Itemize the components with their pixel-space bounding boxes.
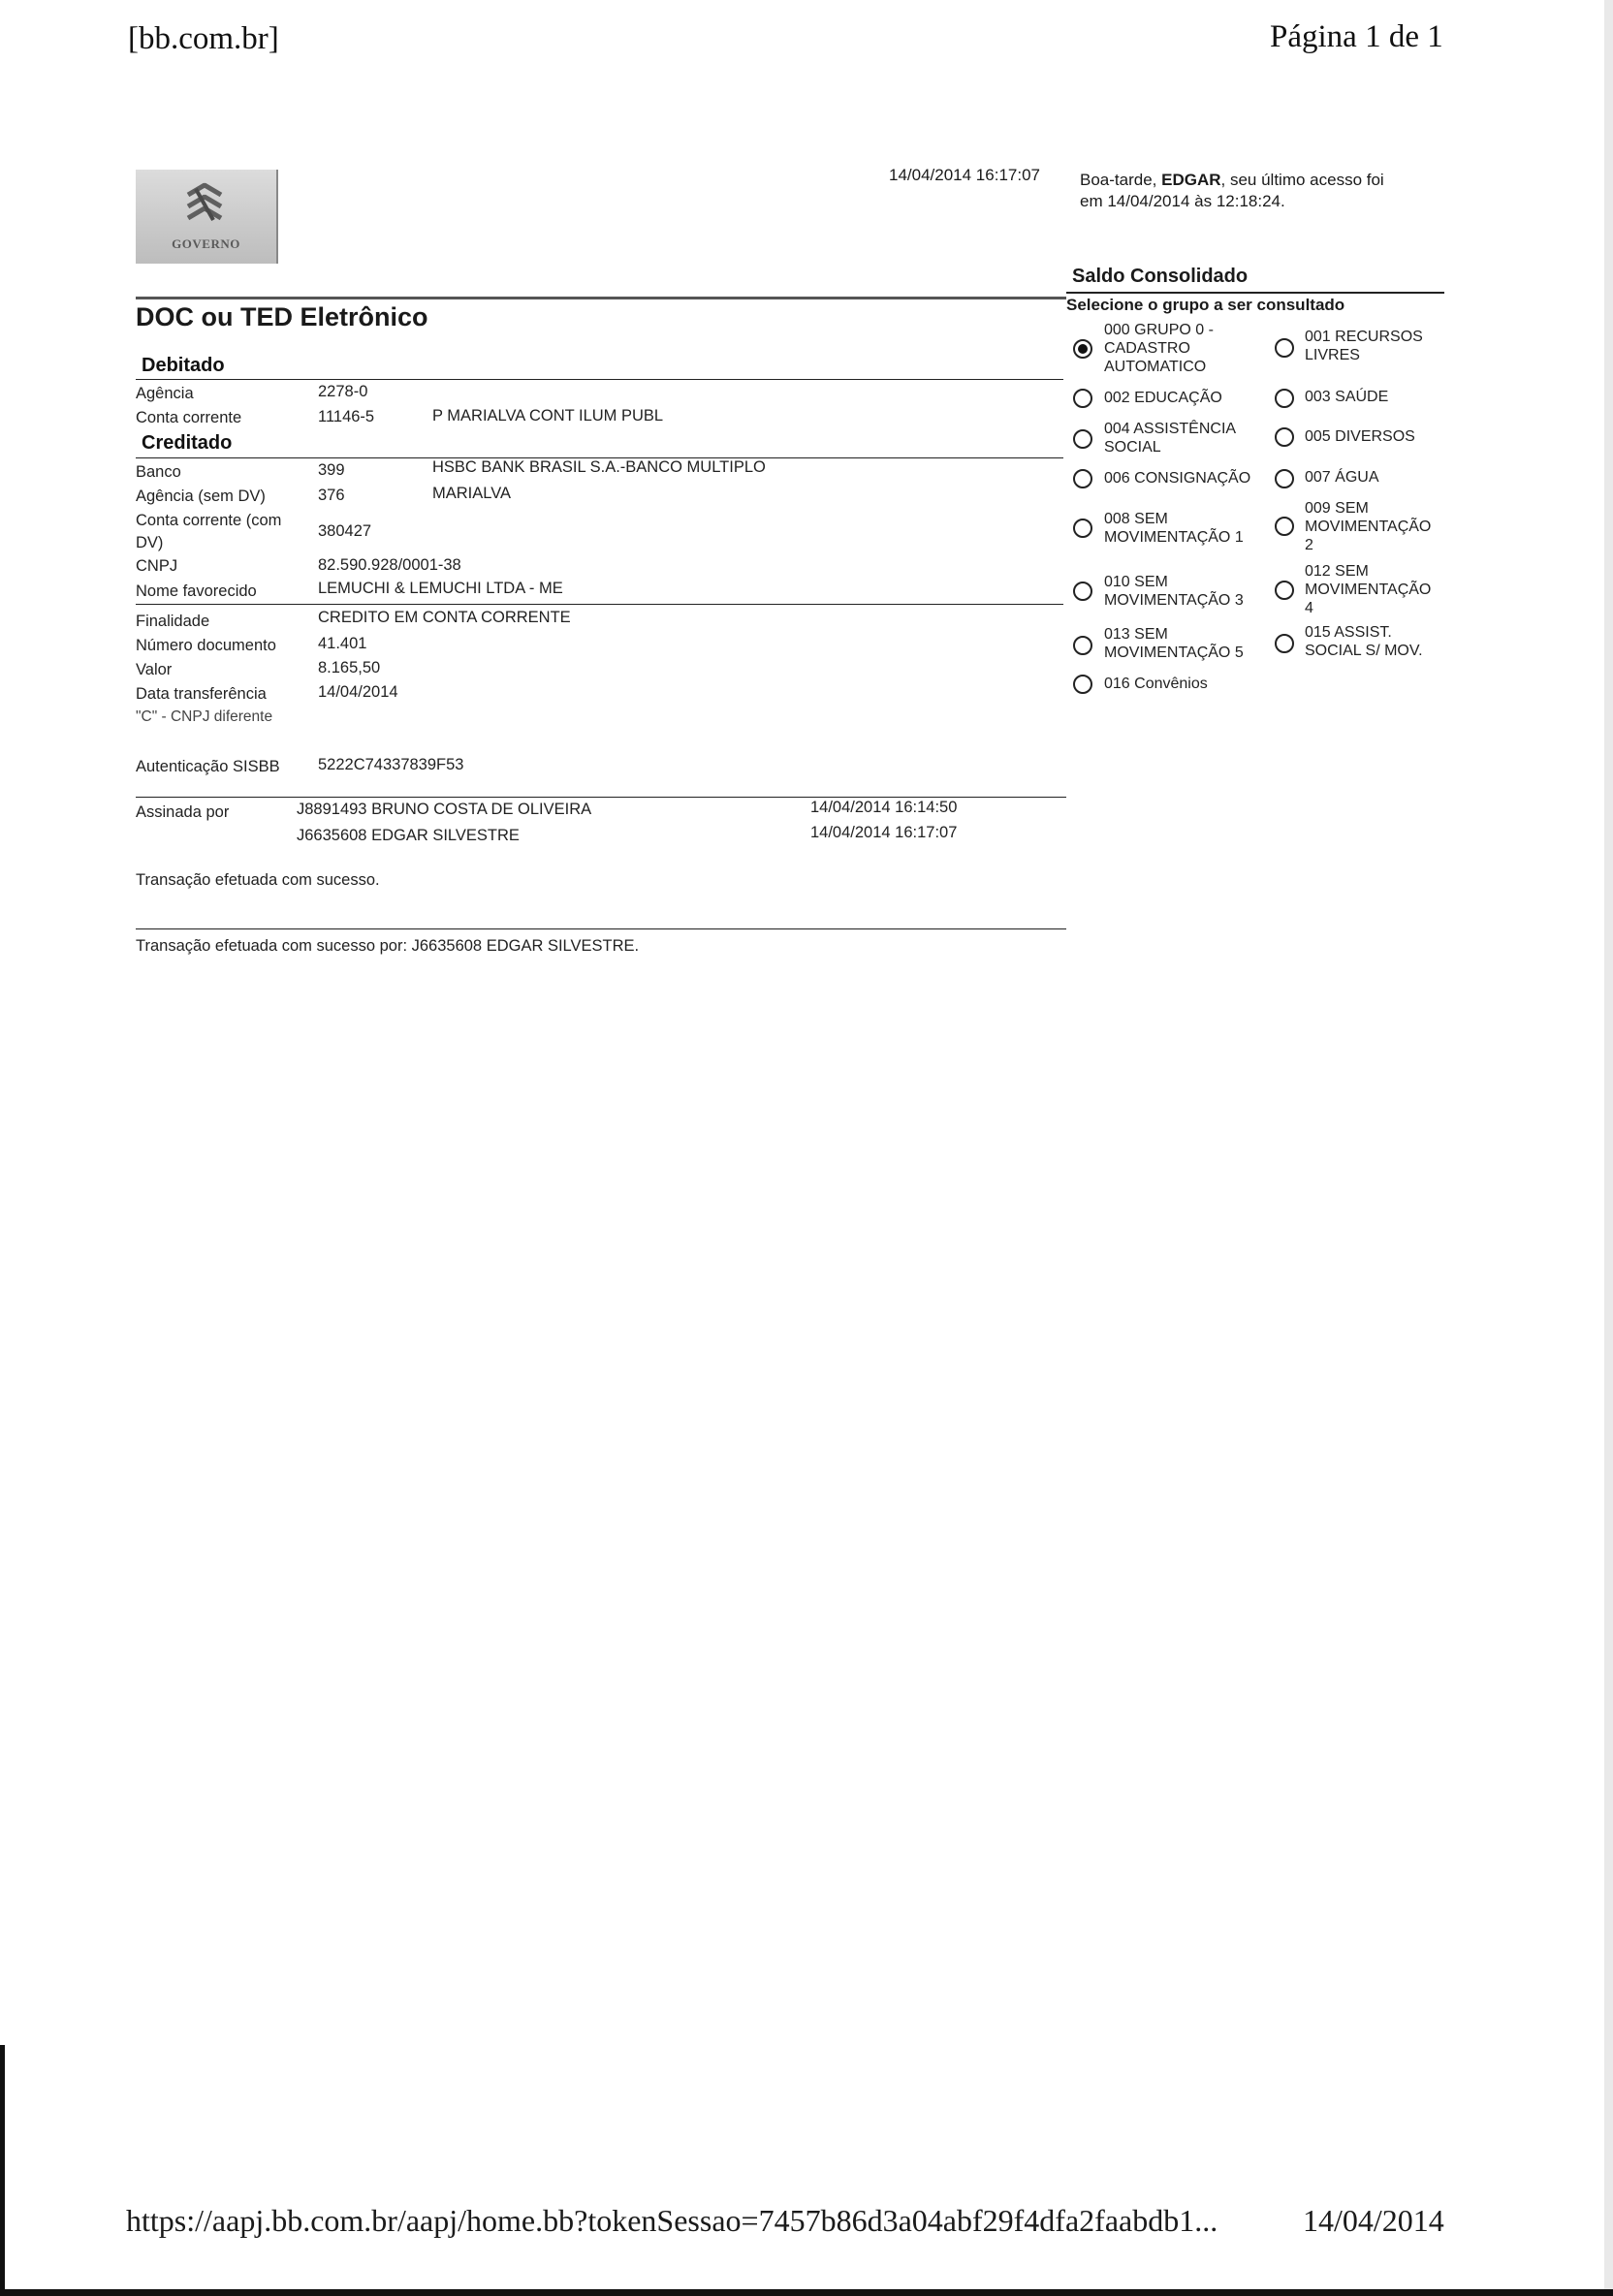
- cnpj-note: "C" - CNPJ diferente: [136, 708, 273, 725]
- conta-credito-label-2: DV): [136, 534, 164, 551]
- greeting-prefix: Boa-tarde,: [1080, 171, 1162, 189]
- option-005-label: 005 DIVERSOS: [1305, 428, 1415, 445]
- agencia-credito-label: Agência (sem DV): [136, 488, 266, 505]
- radio-grupo-005[interactable]: [1275, 427, 1294, 447]
- page-title: DOC ou TED Eletrônico: [136, 302, 428, 331]
- favorecido-label: Nome favorecido: [136, 582, 257, 600]
- radio-grupo-004[interactable]: [1073, 429, 1092, 449]
- radio-grupo-006[interactable]: [1073, 469, 1092, 488]
- status-by-message: Transação efetuada com sucesso por: J6635608 EDGAR SILVESTRE.: [136, 937, 640, 955]
- banco-label: Banco: [136, 463, 181, 481]
- favorecido-value: LEMUCHI & LEMUCHI LTDA - ME: [318, 580, 563, 597]
- radio-grupo-012[interactable]: [1275, 581, 1294, 600]
- option-008-label: 008 SEM MOVIMENTAÇÃO 1: [1104, 511, 1244, 546]
- signer-2-datetime: 14/04/2014 16:17:07: [810, 824, 958, 841]
- option-016-label: 016 Convênios: [1104, 676, 1208, 692]
- logo-caption: GOVERNO: [172, 236, 240, 251]
- header-divider: [136, 297, 1066, 299]
- option-000-label: 000 GRUPO 0 - CADASTRO AUTOMATICO: [1104, 322, 1214, 375]
- radio-grupo-002[interactable]: [1073, 389, 1092, 408]
- agencia-credito-city: MARIALVA: [432, 485, 511, 502]
- option-006-label: 006 CONSIGNAÇÃO: [1104, 470, 1251, 487]
- radio-grupo-000[interactable]: [1073, 339, 1092, 359]
- detalhes-rule: [136, 604, 1063, 605]
- greeting-user: EDGAR: [1161, 171, 1221, 189]
- signer-1-datetime: 14/04/2014 16:14:50: [810, 799, 958, 816]
- scan-edge-left: [0, 2045, 5, 2296]
- option-015-label: 015 ASSIST. SOCIAL S/ MOV.: [1305, 624, 1423, 659]
- conta-credito-value: 380427: [318, 522, 372, 540]
- saldo-subtitle: Selecione o grupo a ser consultado: [1066, 296, 1345, 314]
- status-message: Transação efetuada com sucesso.: [136, 871, 380, 889]
- data-transferencia-value: 14/04/2014: [318, 683, 398, 701]
- session-datetime: 14/04/2014 16:17:07: [889, 166, 1040, 184]
- option-012-label: 012 SEM MOVIMENTAÇÃO 4: [1305, 563, 1432, 616]
- radio-grupo-013[interactable]: [1073, 636, 1092, 655]
- signer-2: J6635608 EDGAR SILVESTRE: [297, 827, 520, 844]
- numero-documento-value: 41.401: [318, 635, 367, 652]
- conta-debito-titular: P MARIALVA CONT ILUM PUBL: [432, 407, 664, 425]
- valor-label: Valor: [136, 661, 173, 678]
- option-013-label: 013 SEM MOVIMENTAÇÃO 5: [1104, 626, 1244, 661]
- debitado-rule: [136, 379, 1063, 380]
- scan-edge-bottom: [0, 2289, 1613, 2296]
- print-header-page: Página 1 de 1: [1270, 19, 1443, 54]
- option-007-label: 007 ÁGUA: [1305, 469, 1379, 486]
- radio-grupo-010[interactable]: [1073, 582, 1092, 601]
- cnpj-value: 82.590.928/0001-38: [318, 556, 461, 574]
- option-001-label: 001 RECURSOS LIVRES: [1305, 329, 1423, 363]
- conta-debito-label: Conta corrente: [136, 409, 242, 426]
- agencia-debito-label: Agência: [136, 385, 194, 402]
- saldo-title: Saldo Consolidado: [1072, 266, 1249, 287]
- conta-debito-value: 11146-5: [318, 408, 375, 425]
- creditado-heading: Creditado: [142, 432, 233, 454]
- radio-grupo-016[interactable]: [1073, 675, 1092, 694]
- radio-grupo-015[interactable]: [1275, 634, 1294, 653]
- status-rule: [136, 928, 1066, 929]
- conta-credito-label-1: Conta corrente (com: [136, 512, 282, 529]
- radio-grupo-008[interactable]: [1073, 519, 1092, 538]
- greeting-line-2: em 14/04/2014 às 12:18:24.: [1080, 192, 1285, 210]
- assinada-por-label: Assinada por: [136, 803, 230, 821]
- assinaturas-rule: [136, 797, 1066, 798]
- finalidade-label: Finalidade: [136, 613, 210, 630]
- debitado-heading: Debitado: [142, 355, 225, 376]
- print-footer-url: https://aapj.bb.com.br/aapj/home.bb?tokenSessao=7457b86d3a04abf29f4dfa2faabdb1...: [126, 2203, 1218, 2238]
- signer-1: J8891493 BRUNO COSTA DE OLIVEIRA: [297, 801, 592, 818]
- print-header-site: [bb.com.br]: [128, 21, 279, 56]
- scan-edge-right: [1604, 0, 1613, 2296]
- agencia-debito-value: 2278-0: [318, 383, 368, 400]
- agencia-credito-value: 376: [318, 487, 345, 504]
- print-footer-date: 14/04/2014: [1303, 2203, 1444, 2238]
- radio-grupo-001[interactable]: [1275, 338, 1294, 358]
- option-003-label: 003 SAÚDE: [1305, 389, 1389, 405]
- option-004-label: 004 ASSISTÊNCIA SOCIAL: [1104, 421, 1237, 456]
- valor-value: 8.165,50: [318, 659, 381, 676]
- banco-name: HSBC BANK BRASIL S.A.-BANCO MULTIPLO: [432, 458, 766, 476]
- autenticacao-label: Autenticação SISBB: [136, 758, 280, 775]
- bb-governo-logo[interactable]: [136, 170, 278, 264]
- option-009-label: 009 SEM MOVIMENTAÇÃO 2: [1305, 500, 1432, 553]
- greeting-suffix: , seu último acesso foi: [1220, 171, 1384, 189]
- data-transferencia-label: Data transferência: [136, 685, 267, 703]
- finalidade-value: CREDITO EM CONTA CORRENTE: [318, 609, 571, 626]
- option-010-label: 010 SEM MOVIMENTAÇÃO 3: [1104, 574, 1244, 609]
- radio-grupo-009[interactable]: [1275, 517, 1294, 536]
- radio-grupo-003[interactable]: [1275, 389, 1294, 408]
- saldo-title-rule: [1066, 292, 1444, 294]
- cnpj-label: CNPJ: [136, 557, 178, 575]
- banco-value: 399: [318, 461, 345, 479]
- bb-logo-icon: [182, 177, 227, 232]
- numero-documento-label: Número documento: [136, 637, 276, 654]
- radio-grupo-007[interactable]: [1275, 469, 1294, 488]
- option-002-label: 002 EDUCAÇÃO: [1104, 390, 1222, 406]
- greeting-line-1: [1080, 171, 1384, 190]
- autenticacao-value: 5222C74337839F53: [318, 756, 464, 773]
